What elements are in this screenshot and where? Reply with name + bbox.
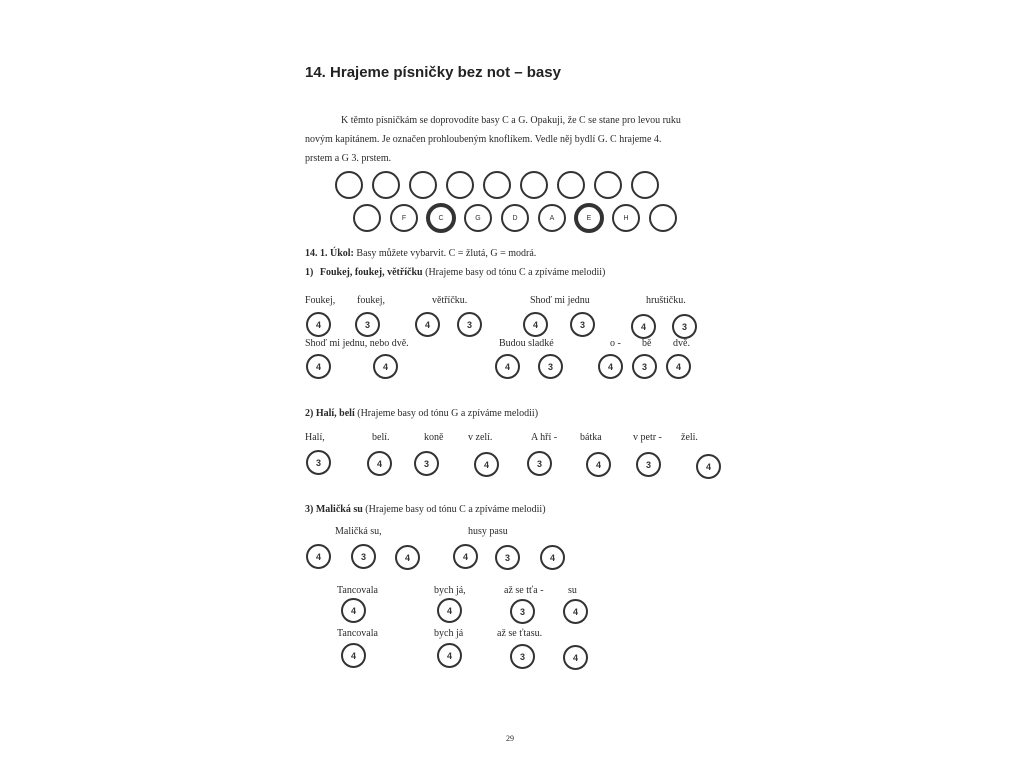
bass-button (409, 171, 437, 199)
page-title: 14. Hrajeme písničky bez not – basy (305, 64, 561, 81)
bass-button (335, 171, 363, 199)
task-text: Basy můžete vybarvit. C = žlutá, G = modrá. (356, 248, 537, 259)
finger-circle: 4 (437, 643, 462, 668)
bass-button (557, 171, 585, 199)
lyric-word: foukej, (357, 295, 386, 306)
lyric-word: A hří - (531, 432, 558, 443)
lyric-word: až se tťa - (504, 585, 544, 596)
finger-circle: 4 (367, 451, 392, 476)
bass-button-c: C (426, 203, 456, 233)
page-number: 29 (506, 734, 514, 743)
intro-line-3: prstem a G 3. prstem. (305, 153, 392, 164)
lyric-word: až se ťtasu. (497, 628, 543, 639)
bass-button-d: D (501, 204, 529, 232)
lyric-word: Shoď mi jednu, nebo dvě. (305, 338, 409, 349)
finger-circle: 4 (474, 452, 499, 477)
song-1-note: (Hrajeme basy od tónu C a zpíváme melodii) (425, 267, 606, 278)
lyric-word: dvě. (673, 338, 690, 349)
lyric-word: husy pasu (468, 526, 508, 537)
finger-circle: 3 (510, 599, 535, 624)
finger-circle: 4 (563, 645, 588, 670)
finger-circle: 3 (351, 544, 376, 569)
finger-circle: 4 (415, 312, 440, 337)
lyric-word: Foukej, (305, 295, 336, 306)
lyric-word: bě (642, 338, 652, 349)
lyric-word: bych já (434, 628, 464, 639)
song-3-name: Maličká su (315, 504, 363, 515)
finger-circle: 4 (437, 598, 462, 623)
bass-button-e: E (574, 203, 604, 233)
lyric-word: Halí, (305, 432, 325, 443)
finger-circle: 4 (523, 312, 548, 337)
finger-circle: 4 (666, 354, 691, 379)
finger-circle: 3 (510, 644, 535, 669)
finger-circle: 3 (672, 314, 697, 339)
bass-button (649, 204, 677, 232)
lyric-word: Shoď mi jednu (530, 295, 590, 306)
finger-circle: 3 (355, 312, 380, 337)
task-label: 14. 1. Úkol: (305, 248, 354, 259)
finger-circle: 4 (631, 314, 656, 339)
finger-circle: 3 (495, 545, 520, 570)
song-2-note: (Hrajeme basy od tónu G a zpíváme melodii) (357, 408, 539, 419)
finger-circle: 4 (306, 354, 331, 379)
lyric-word: hruštičku. (646, 295, 686, 306)
song-2-name: Halí, belí (315, 408, 355, 419)
finger-circle: 3 (414, 451, 439, 476)
finger-circle: 3 (538, 354, 563, 379)
lyric-word: Maličká su, (335, 526, 382, 537)
bass-button (353, 204, 381, 232)
song-3-number: 3) (305, 504, 314, 515)
finger-circle: 4 (563, 599, 588, 624)
lyric-word: větříčku. (432, 295, 468, 306)
lyric-word: koně (424, 432, 444, 443)
song-3-heading (305, 504, 546, 515)
finger-circle: 4 (306, 544, 331, 569)
lyric-word: želi. (681, 432, 698, 443)
song-1-heading (305, 267, 605, 278)
lyric-word: o - (610, 338, 621, 349)
finger-circle: 4 (341, 643, 366, 668)
finger-circle: 4 (696, 454, 721, 479)
finger-circle: 4 (540, 545, 565, 570)
bass-button (372, 171, 400, 199)
task-line (305, 248, 536, 259)
bass-button-g: G (464, 204, 492, 232)
finger-circle: 4 (341, 598, 366, 623)
finger-circle: 4 (495, 354, 520, 379)
finger-circle: 4 (586, 452, 611, 477)
bass-button (631, 171, 659, 199)
bass-button-f: F (390, 204, 418, 232)
bass-button-a: A (538, 204, 566, 232)
lyric-word: v zelí. (468, 432, 493, 443)
lyric-word: bátka (580, 432, 602, 443)
finger-circle: 3 (636, 452, 661, 477)
bass-button (483, 171, 511, 199)
song-1-number: 1) (305, 267, 314, 278)
lyric-word: bych já, (434, 585, 466, 596)
finger-circle: 3 (527, 451, 552, 476)
song-1-name: Foukej, foukej, větříčku (319, 267, 423, 278)
intro-line-2: novým kapitánem. Je označen prohloubeným knoflíkem. Vedle něj bydlí G. C hrajeme 4. (305, 134, 662, 145)
song-3-note: (Hrajeme basy od tónu C a zpíváme melodii) (365, 504, 546, 515)
finger-circle: 4 (395, 545, 420, 570)
song-2-heading (305, 408, 538, 419)
finger-circle: 4 (373, 354, 398, 379)
finger-circle: 3 (306, 450, 331, 475)
lyric-word: v petr - (633, 432, 662, 443)
finger-circle: 4 (598, 354, 623, 379)
lyric-word: Budou sladké (499, 338, 554, 349)
song-2-number: 2) (305, 408, 314, 419)
finger-circle: 4 (453, 544, 478, 569)
bass-button (446, 171, 474, 199)
intro-line-1: K těmto písničkám se doprovodíte basy C a G. Opakuji, že C se stane pro levou ruku (341, 115, 681, 126)
bass-button-h: H (612, 204, 640, 232)
finger-circle: 4 (306, 312, 331, 337)
bass-button (594, 171, 622, 199)
finger-circle: 3 (570, 312, 595, 337)
finger-circle: 3 (457, 312, 482, 337)
finger-circle: 3 (632, 354, 657, 379)
lyric-word: Tancovala (337, 628, 378, 639)
lyric-word: belí. (372, 432, 390, 443)
lyric-word: Tancovala (337, 585, 378, 596)
bass-button (520, 171, 548, 199)
intro-paragraph (305, 111, 720, 168)
lyric-word: su (568, 585, 577, 596)
